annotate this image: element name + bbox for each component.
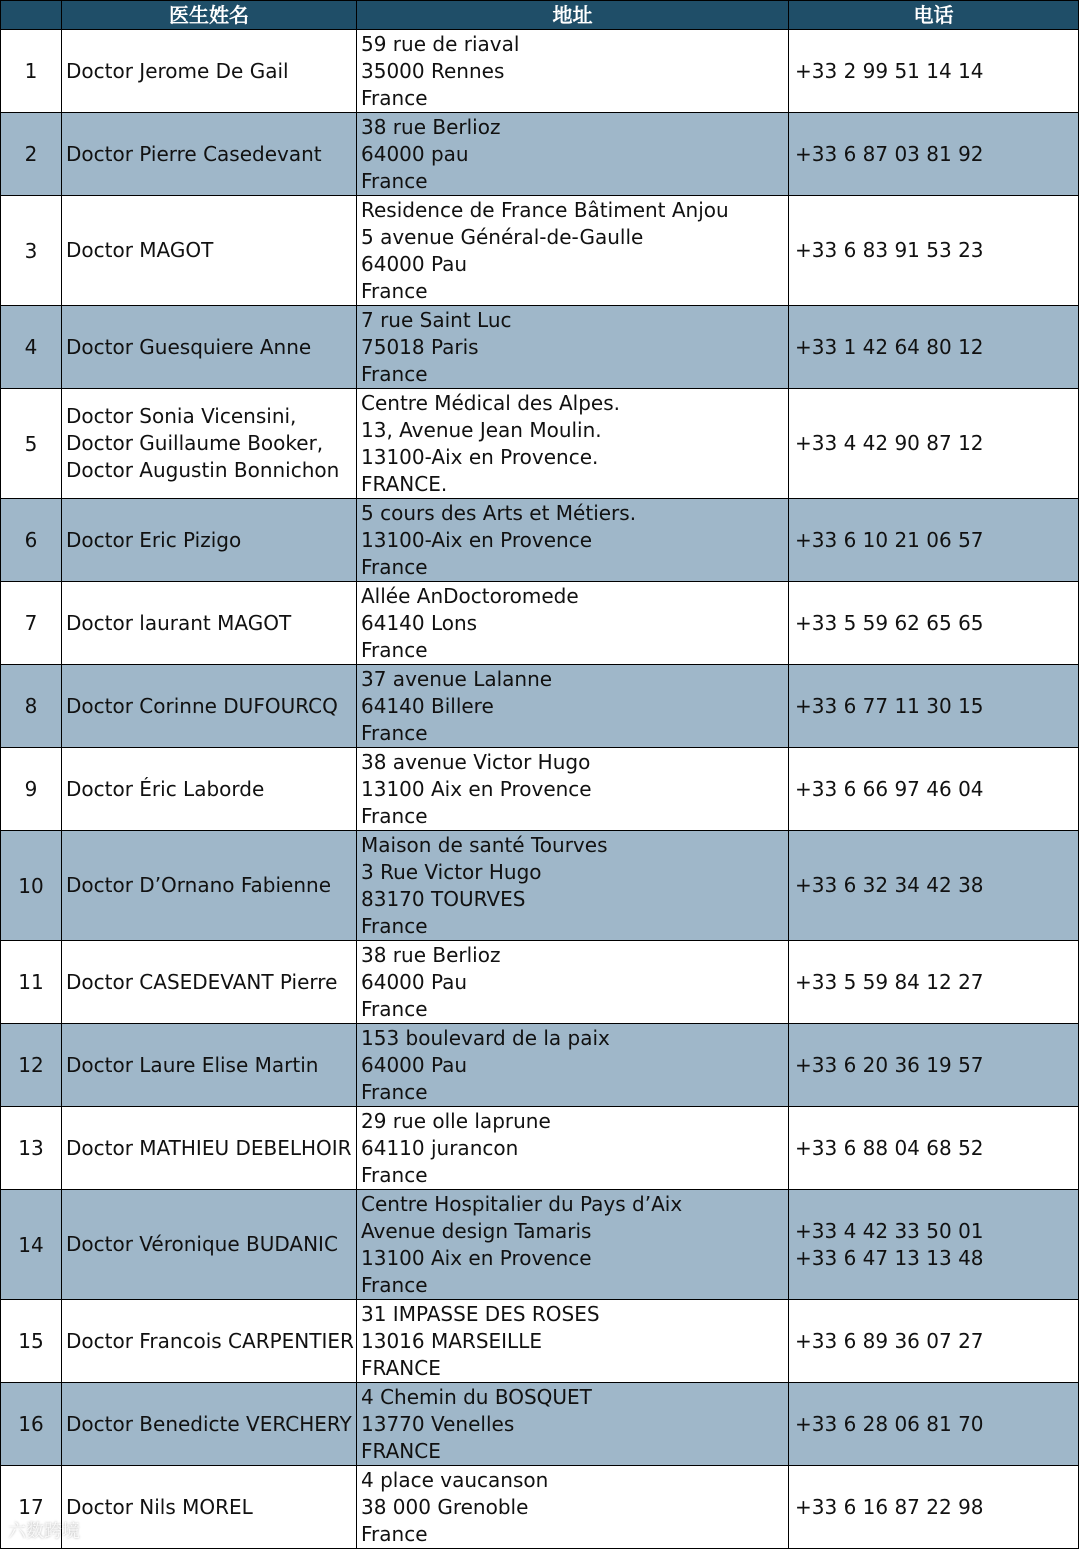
phone-number-line: +33 2 99 51 14 14 bbox=[795, 58, 984, 83]
address-line: Residence de France Bâtiment Anjou bbox=[361, 197, 729, 222]
phone-number-line: +33 4 42 90 87 12 bbox=[795, 431, 984, 455]
address-cell bbox=[357, 113, 789, 196]
address-cell bbox=[357, 748, 789, 831]
address-line: 83170 TOURVES bbox=[361, 886, 526, 911]
doctor-name-cell bbox=[62, 1383, 357, 1466]
address-cell bbox=[357, 196, 789, 306]
doctor-name-line: Doctor Corinne DUFOURCQ bbox=[66, 693, 338, 718]
doctor-name-cell bbox=[62, 1024, 357, 1107]
address-line: Maison de santé Tourves bbox=[361, 832, 608, 857]
row-number: 4 bbox=[1, 306, 62, 389]
address-line: 38 avenue Victor Hugo bbox=[361, 749, 591, 774]
address-cell bbox=[357, 582, 789, 665]
address-line: France bbox=[361, 637, 428, 662]
row-number: 7 bbox=[1, 582, 62, 665]
phone-number-line: +33 6 66 97 46 04 bbox=[795, 776, 984, 801]
phone-number-line: +33 6 89 36 07 27 bbox=[795, 1328, 984, 1353]
phone-number-line: +33 6 87 03 81 92 bbox=[795, 141, 984, 166]
address-cell bbox=[357, 1190, 789, 1300]
address-line: France bbox=[361, 1272, 428, 1297]
row-number: 9 bbox=[1, 748, 62, 831]
doctor-name-cell bbox=[62, 1300, 357, 1383]
doctor-name-line: Doctor Francois CARPENTIER bbox=[66, 1328, 354, 1353]
phone-number-cell bbox=[789, 196, 1079, 306]
phone-number-line: +33 6 20 36 19 57 bbox=[795, 1052, 984, 1077]
header-row bbox=[1, 1, 1079, 30]
table-row bbox=[1, 113, 1079, 196]
table-row bbox=[1, 831, 1079, 941]
address-line: France bbox=[361, 85, 428, 110]
header-phone: 电话 bbox=[789, 1, 1079, 30]
address-line: 64110 jurancon bbox=[361, 1135, 519, 1160]
doctor-name-line: Doctor MAGOT bbox=[66, 238, 214, 262]
address-line: 38 rue Berlioz bbox=[361, 942, 501, 967]
phone-number-cell bbox=[789, 306, 1079, 389]
address-line: 5 cours des Arts et Métiers. bbox=[361, 500, 637, 525]
phone-number-cell bbox=[789, 1190, 1079, 1300]
row-number: 5 bbox=[1, 389, 62, 499]
doctor-name-cell bbox=[62, 1190, 357, 1300]
address-line: 64140 Lons bbox=[361, 610, 478, 635]
address-line: Centre Médical des Alpes. bbox=[361, 390, 621, 415]
phone-number-line: +33 4 42 33 50 01 bbox=[795, 1218, 984, 1243]
table-row bbox=[1, 582, 1079, 665]
address-line: 64000 Pau bbox=[361, 251, 468, 276]
address-line: France bbox=[361, 803, 428, 828]
phone-number-cell bbox=[789, 113, 1079, 196]
address-line: France bbox=[361, 554, 428, 579]
doctor-name-cell bbox=[62, 306, 357, 389]
doctor-name-line: Doctor laurant MAGOT bbox=[66, 610, 292, 635]
table-row bbox=[1, 306, 1079, 389]
table-body bbox=[1, 30, 1079, 1549]
doctor-name-line: Doctor Véronique BUDANIC bbox=[66, 1232, 338, 1256]
phone-number-cell bbox=[789, 1300, 1079, 1383]
header-address: 地址 bbox=[357, 1, 789, 30]
address-line: 38 000 Grenoble bbox=[361, 1494, 529, 1519]
row-number: 10 bbox=[1, 831, 62, 941]
header-name: 医生姓名 bbox=[62, 1, 357, 30]
doctor-name-cell bbox=[62, 665, 357, 748]
doctor-name-cell bbox=[62, 113, 357, 196]
address-line: Avenue design Tamaris bbox=[361, 1218, 592, 1243]
address-line: France bbox=[361, 1521, 428, 1546]
address-line: France bbox=[361, 913, 428, 938]
doctor-name-line: Doctor D’Ornano Fabienne bbox=[66, 873, 331, 897]
watermark-logo: 六数跨境 bbox=[8, 1521, 80, 1542]
address-line: 7 rue Saint Luc bbox=[361, 307, 512, 332]
address-cell bbox=[357, 941, 789, 1024]
doctor-name-cell bbox=[62, 1107, 357, 1190]
address-cell bbox=[357, 665, 789, 748]
doctor-name-line: Doctor Guillaume Booker, bbox=[66, 431, 324, 455]
doctor-name-line: Doctor Eric Pizigo bbox=[66, 527, 242, 552]
address-line: 4 place vaucanson bbox=[361, 1467, 549, 1492]
address-line: France bbox=[361, 996, 428, 1021]
address-cell bbox=[357, 306, 789, 389]
row-number: 1 bbox=[1, 30, 62, 113]
address-line: France bbox=[361, 720, 428, 745]
address-line: 5 avenue Général-de-Gaulle bbox=[361, 224, 644, 249]
address-line: FRANCE bbox=[361, 1355, 441, 1380]
address-cell bbox=[357, 1466, 789, 1549]
address-cell bbox=[357, 1107, 789, 1190]
doctor-name-line: Doctor Guesquiere Anne bbox=[66, 334, 312, 359]
row-number: 11 bbox=[1, 941, 62, 1024]
address-line: 13100-Aix en Provence. bbox=[361, 444, 599, 469]
address-line: 35000 Rennes bbox=[361, 58, 505, 83]
table-row bbox=[1, 1024, 1079, 1107]
address-line: France bbox=[361, 278, 428, 303]
phone-number-cell bbox=[789, 582, 1079, 665]
phone-number-line: +33 6 10 21 06 57 bbox=[795, 527, 984, 552]
doctor-name-cell bbox=[62, 196, 357, 306]
address-cell bbox=[357, 1024, 789, 1107]
address-line: France bbox=[361, 1079, 428, 1104]
address-line: Centre Hospitalier du Pays d’Aix bbox=[361, 1191, 683, 1216]
address-line: France bbox=[361, 1162, 428, 1187]
address-line: 38 rue Berlioz bbox=[361, 114, 501, 139]
phone-number-line: +33 6 83 91 53 23 bbox=[795, 238, 984, 262]
doctor-name-cell bbox=[62, 582, 357, 665]
table-row bbox=[1, 1107, 1079, 1190]
phone-number-line: +33 5 59 62 65 65 bbox=[795, 610, 984, 635]
doctor-name-cell bbox=[62, 499, 357, 582]
address-cell bbox=[357, 1383, 789, 1466]
table-row bbox=[1, 941, 1079, 1024]
phone-number-cell bbox=[789, 1383, 1079, 1466]
doctor-name-cell bbox=[62, 389, 357, 499]
phone-number-line: +33 6 16 87 22 98 bbox=[795, 1494, 984, 1519]
doctor-name-line: Doctor Pierre Casedevant bbox=[66, 141, 322, 166]
address-line: 13, Avenue Jean Moulin. bbox=[361, 417, 602, 442]
address-cell bbox=[357, 499, 789, 582]
address-line: 13100 Aix en Provence bbox=[361, 776, 592, 801]
table-row bbox=[1, 748, 1079, 831]
address-line: 31 IMPASSE DES ROSES bbox=[361, 1301, 600, 1326]
doctor-name-line: Doctor Jerome De Gail bbox=[66, 58, 289, 83]
table-row bbox=[1, 1190, 1079, 1300]
table-row bbox=[1, 196, 1079, 306]
doctor-name-line: Doctor CASEDEVANT Pierre bbox=[66, 969, 338, 994]
address-line: 4 Chemin du BOSQUET bbox=[361, 1384, 592, 1409]
phone-number-line: +33 1 42 64 80 12 bbox=[795, 334, 984, 359]
doctor-name-cell bbox=[62, 831, 357, 941]
address-cell bbox=[357, 1300, 789, 1383]
phone-number-line: +33 6 77 11 30 15 bbox=[795, 693, 984, 718]
row-number: 14 bbox=[1, 1190, 62, 1300]
address-line: 13770 Venelles bbox=[361, 1411, 515, 1436]
doctor-name-cell bbox=[62, 748, 357, 831]
table-row bbox=[1, 1383, 1079, 1466]
phone-number-line: +33 6 47 13 13 48 bbox=[795, 1245, 984, 1270]
address-line: 64140 Billere bbox=[361, 693, 494, 718]
address-line: 64000 Pau bbox=[361, 969, 468, 994]
table-row bbox=[1, 389, 1079, 499]
address-line: 13100-Aix en Provence bbox=[361, 527, 593, 552]
row-number: 8 bbox=[1, 665, 62, 748]
header-number bbox=[1, 1, 62, 30]
address-line: France bbox=[361, 361, 428, 386]
address-line: 59 rue de riaval bbox=[361, 31, 520, 56]
address-line: 13100 Aix en Provence bbox=[361, 1245, 592, 1270]
address-line: 37 avenue Lalanne bbox=[361, 666, 553, 691]
row-number: 17 bbox=[1, 1466, 62, 1549]
doctor-name-cell bbox=[62, 30, 357, 113]
table-row bbox=[1, 30, 1079, 113]
address-line: France bbox=[361, 168, 428, 193]
address-line: 153 boulevard de la paix bbox=[361, 1025, 610, 1050]
row-number: 2 bbox=[1, 113, 62, 196]
address-cell bbox=[357, 389, 789, 499]
table-row bbox=[1, 499, 1079, 582]
row-number: 15 bbox=[1, 1300, 62, 1383]
phone-number-line: +33 6 28 06 81 70 bbox=[795, 1411, 984, 1436]
row-number: 6 bbox=[1, 499, 62, 582]
doctor-name-line: Doctor Éric Laborde bbox=[66, 776, 265, 801]
address-line: FRANCE. bbox=[361, 471, 448, 496]
phone-number-cell bbox=[789, 389, 1079, 499]
phone-number-line: +33 6 32 34 42 38 bbox=[795, 873, 984, 897]
doctor-name-line: Doctor Sonia Vicensini, bbox=[66, 404, 297, 428]
address-line: 3 Rue Victor Hugo bbox=[361, 859, 542, 884]
phone-number-line: +33 5 59 84 12 27 bbox=[795, 969, 984, 994]
address-cell bbox=[357, 831, 789, 941]
row-number: 12 bbox=[1, 1024, 62, 1107]
table-row bbox=[1, 665, 1079, 748]
doctor-name-cell bbox=[62, 1466, 357, 1549]
phone-number-cell bbox=[789, 665, 1079, 748]
phone-number-cell bbox=[789, 941, 1079, 1024]
phone-number-cell bbox=[789, 1024, 1079, 1107]
address-line: 29 rue olle laprune bbox=[361, 1108, 551, 1133]
phone-number-cell bbox=[789, 499, 1079, 582]
address-line: 75018 Paris bbox=[361, 334, 479, 359]
phone-number-cell bbox=[789, 30, 1079, 113]
row-number: 16 bbox=[1, 1383, 62, 1466]
address-line: 64000 Pau bbox=[361, 1052, 468, 1077]
doctor-name-line: Doctor Laure Elise Martin bbox=[66, 1052, 319, 1077]
phone-number-cell bbox=[789, 748, 1079, 831]
row-number: 3 bbox=[1, 196, 62, 306]
phone-number-cell bbox=[789, 1107, 1079, 1190]
table-row bbox=[1, 1300, 1079, 1383]
address-line: 13016 MARSEILLE bbox=[361, 1328, 542, 1353]
doctor-name-line: Doctor Augustin Bonnichon bbox=[66, 458, 340, 482]
doctor-name-line: Doctor MATHIEU DEBELHOIR bbox=[66, 1135, 352, 1160]
doctor-name-cell bbox=[62, 941, 357, 1024]
address-cell bbox=[357, 30, 789, 113]
address-line: FRANCE bbox=[361, 1438, 441, 1463]
address-line: 64000 pau bbox=[361, 141, 469, 166]
row-number: 13 bbox=[1, 1107, 62, 1190]
address-line: Allée AnDoctoromede bbox=[361, 583, 579, 608]
doctor-name-line: Doctor Nils MOREL bbox=[66, 1494, 253, 1519]
phone-number-line: +33 6 88 04 68 52 bbox=[795, 1135, 984, 1160]
phone-number-cell bbox=[789, 831, 1079, 941]
phone-number-cell bbox=[789, 1466, 1079, 1549]
table-row bbox=[1, 1466, 1079, 1549]
doctor-name-line: Doctor Benedicte VERCHERY bbox=[66, 1411, 352, 1436]
